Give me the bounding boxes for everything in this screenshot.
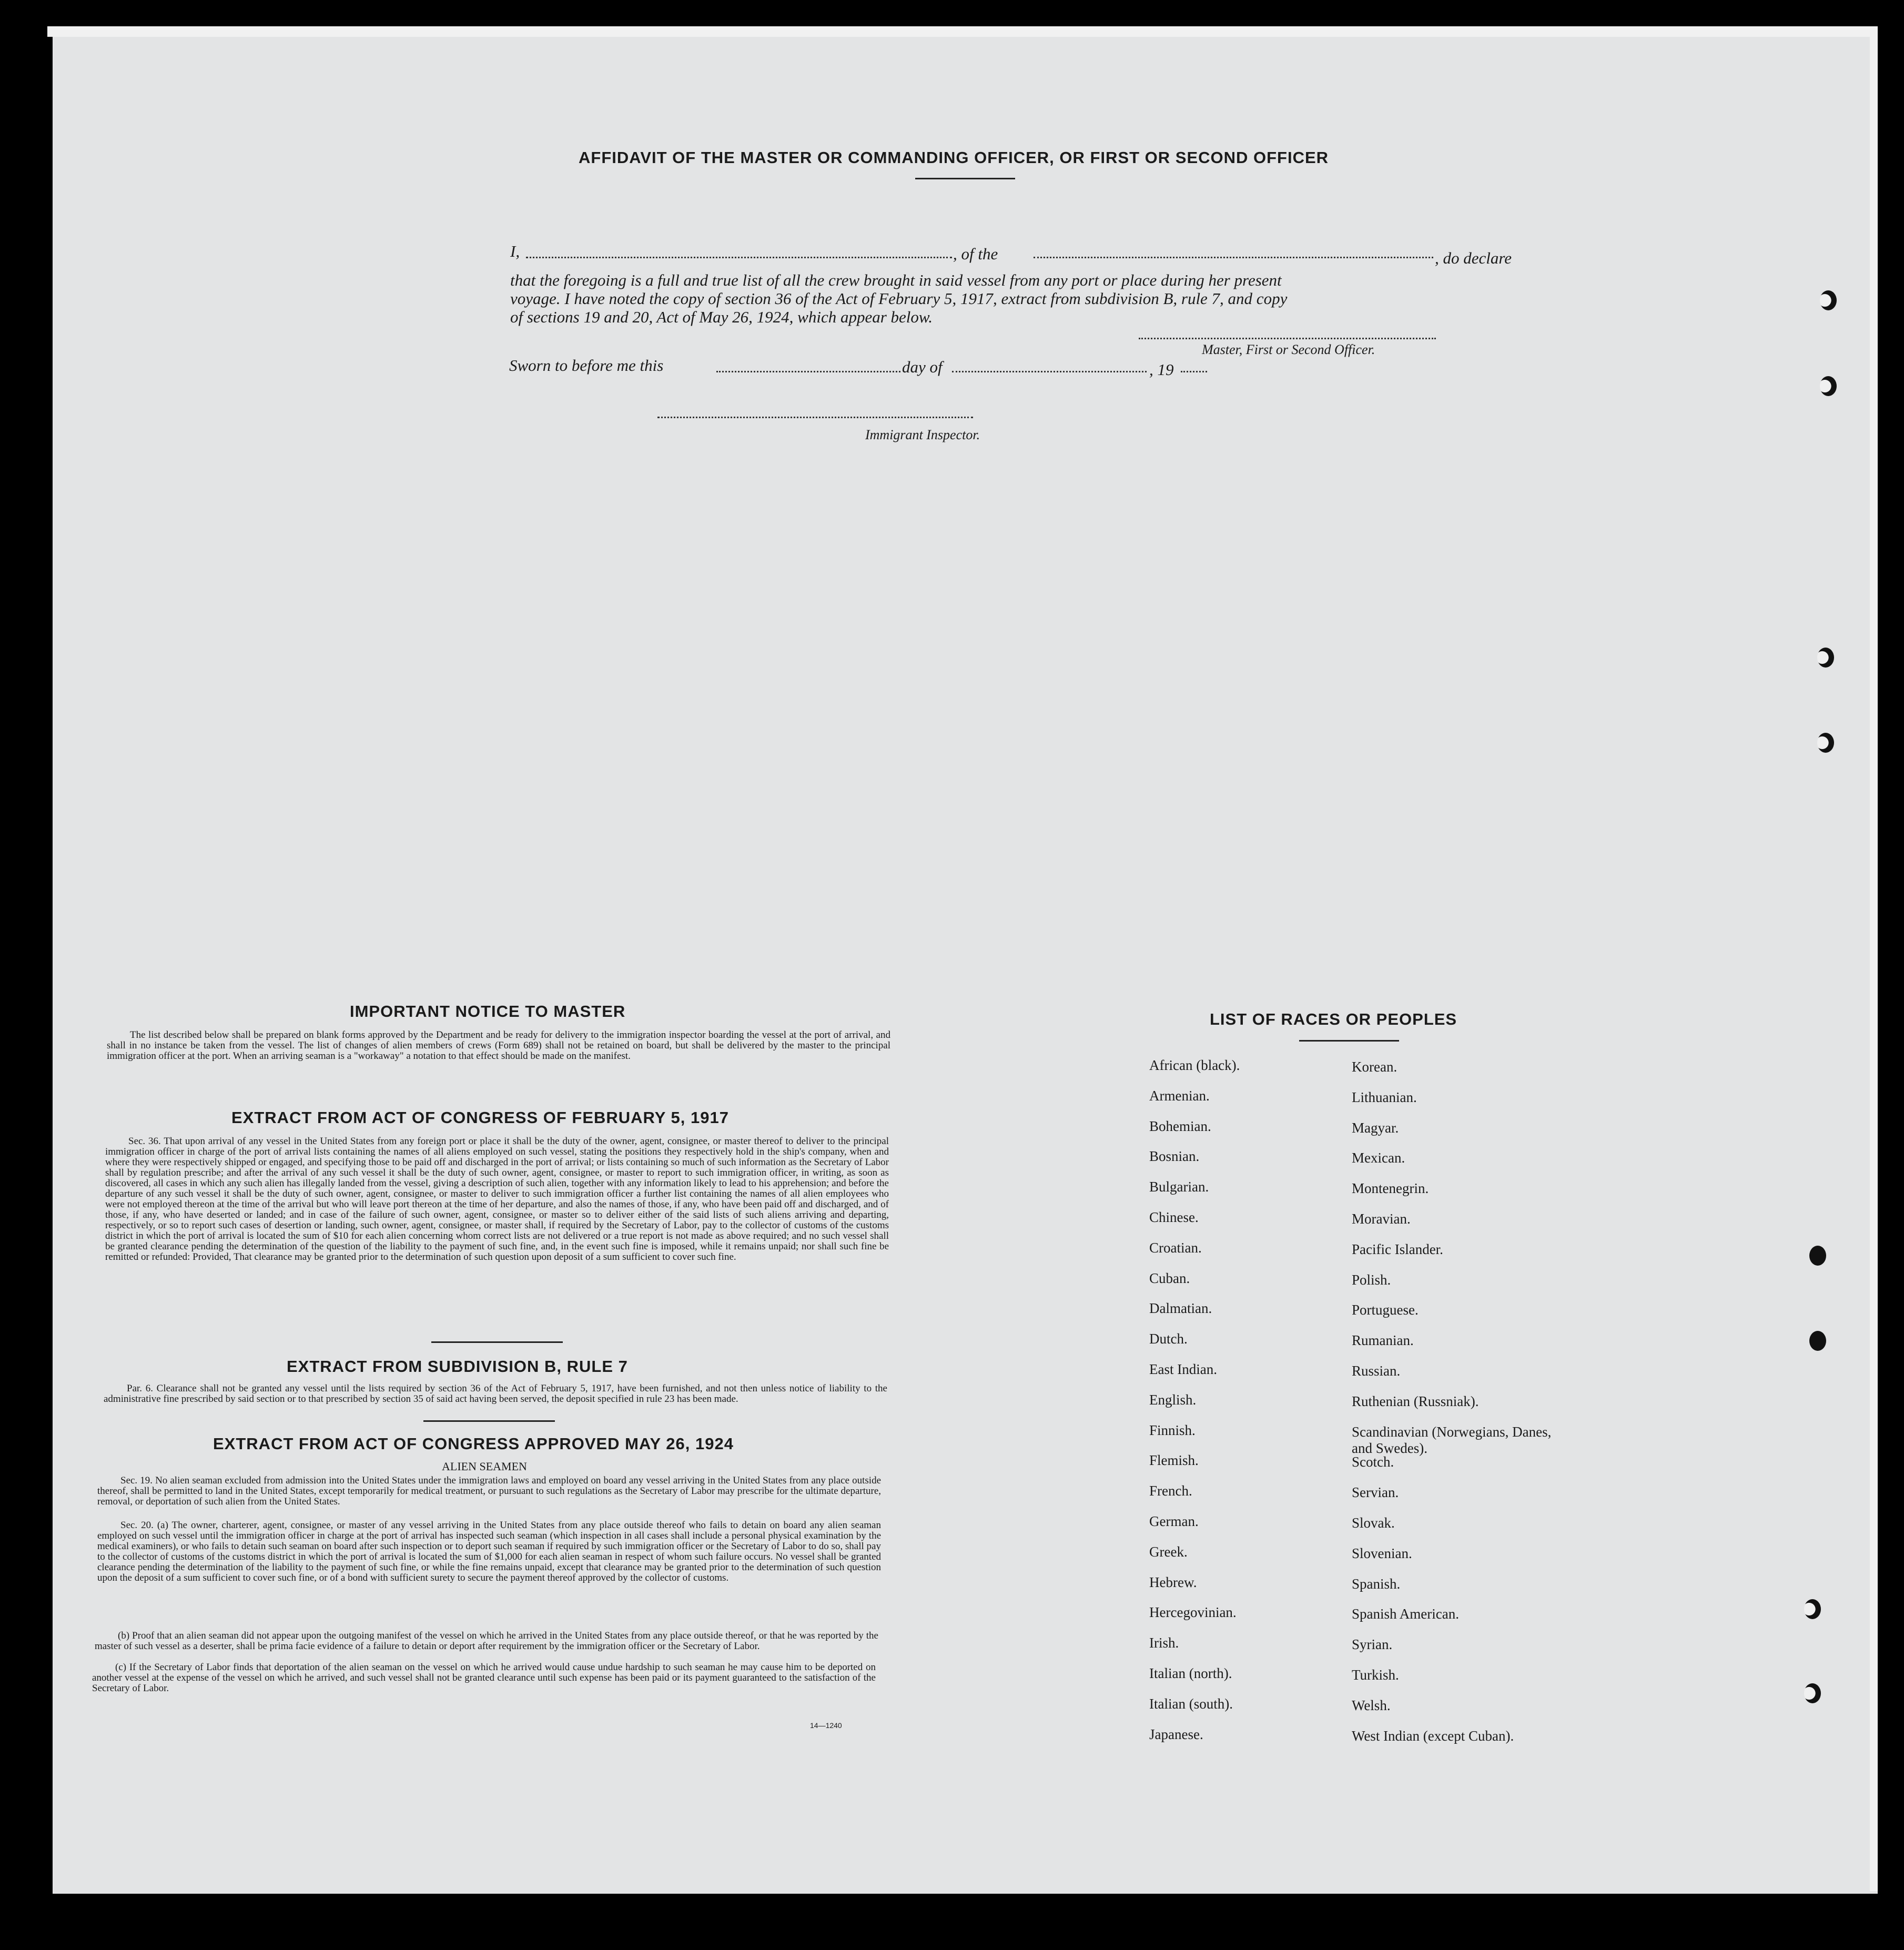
form-number: 14—1240 <box>810 1721 842 1730</box>
race-item: Korean. <box>1352 1059 1397 1075</box>
affidavit-line2: that the foregoing is a full and true list of all the crew brought in said vessel from any port or place during her present <box>510 271 1282 289</box>
sworn-month-field[interactable] <box>952 371 1147 372</box>
act1924-subtitle: ALIEN SEAMEN <box>442 1460 527 1473</box>
race-item: Montenegrin. <box>1352 1180 1429 1197</box>
race-item: Hebrew. <box>1149 1574 1197 1590</box>
title-underline <box>915 178 1015 179</box>
races-right-column <box>1352 1059 1573 1758</box>
races-underline <box>1299 1040 1399 1042</box>
affidavit-title: AFFIDAVIT OF THE MASTER OR COMMANDING OFFICER, OR FIRST OR SECOND OFFICER <box>579 148 1329 167</box>
notice-text: The list described below shall be prepared on blank forms approved by the Department and be ready for delivery to the immigration inspector boarding the vessel at the port of arrival, and shall in no instance be taken from the vessel. The list of changes of alien members of crews (Form 689) shall not be retained on board, but shall be delivered by the master to the principal immigration officer at the port. When an arriving seaman is a "workaway" a notation to that effect should be made on the manifest. <box>107 1029 890 1062</box>
race-item: Cuban. <box>1149 1270 1190 1286</box>
inspector-label: Immigrant Inspector. <box>865 427 980 442</box>
binder-hole <box>1804 1683 1821 1703</box>
affidavit-i: I, <box>510 242 520 260</box>
race-item: Japanese. <box>1149 1726 1203 1742</box>
race-item: Dalmatian. <box>1149 1300 1212 1317</box>
race-item: East Indian. <box>1149 1361 1217 1377</box>
signature-field[interactable] <box>1139 338 1436 339</box>
race-item: Servian. <box>1352 1484 1399 1501</box>
races-title: LIST OF RACES OR PEOPLES <box>1210 1010 1457 1028</box>
race-item: Greek. <box>1149 1543 1188 1560</box>
rule7-text: Par. 6. Clearance shall not be granted any vessel until the lists required by section 36 of the Act of February 5, 1917, have been furnished, and not then unless notice of liability to the administrative fine prescribed by said section or to that prescribed by section 35 of said act having been served, the deposit specified in rule 23 has been made. <box>104 1383 887 1405</box>
sec20b-text: (b) Proof that an alien seaman did not appear upon the outgoing manifest of the vessel on which he arrived in the United States from any place outside thereof, or that he was reported by the master of such vessel as a deserter, shall be prima facie evidence of a failure to detain or deport after requirement by the immigration officer or the Secretary of Labor. <box>95 1630 878 1652</box>
race-item: West Indian (except Cuban). <box>1352 1727 1514 1744</box>
binder-hole <box>1804 1599 1821 1619</box>
race-item: Slovak. <box>1352 1514 1395 1531</box>
act1917-text: Sec. 36. That upon arrival of any vessel in the United States from any foreign port or place it shall be the duty of the owner, agent, consignee, or master thereof to deliver to the principal immigration officer in charge of the port of arrival lists containing the names of all aliens employed on such vessel, stating the positions they respectively hold in the ship's company, when and where they were respectively shipped or engaged, and specifying those to be paid off and discharged in the port of arrival; or lists containing so much of such information as the Secretary of Labor shall by regulation prescribe; and after the arrival of any such vessel it shall be the duty of such owner, agent, consignee, or master to report to such immigration officer, in writing, as soon as discovered, all cases in which any such alien has illegally landed from the vessel, giving a description of such alien, together with any information likely to lead to his apprehension; and before the departure of any such vessel it shall be the duty of such owner, agent, consignee, or master to deliver to such immigration officer a further list containing the names of all alien employees who were not employed thereon at the time of the arrival but who will leave port thereon at the time of her departure, and also the names of those, if any, who have been paid off and discharged, and of those, if any, who have deserted or landed; and in case of the failure of such owner, agent, consignee, or master so to deliver either of the said lists of such aliens arriving and departing, respectively, or so to report such cases of desertion or landing, such owner, agent, consignee, or master shall, if required by the Secretary of Labor, pay to the collector of customs of the customs district in which the port of arrival is located the sum of $10 for each alien concerning whom correct lists are not delivered or a true report is not made as above required; and no such vessel shall be granted clearance pending the determination of the question of the liability to the payment of such fine, and, in the event such fine is imposed, while it remains unpaid; nor shall such fine be remitted or refunded: Provided, That clearance may be granted prior to the determination of such question upon deposit of a sum sufficient to cover such fine. <box>105 1136 889 1262</box>
sec20a-text: Sec. 20. (a) The owner, charterer, agent, consignee, or master of any vessel arriving in the United States from any place outside thereof who fails to detain on board any alien seaman employed on such vessel until the immigration officer in charge at the port of arrival has inspected such seaman (which inspection in all cases shall include a personal physical examination by the medical examiners), or who fails to detain such seaman on board after such inspection or to deport such seaman if required by such immigration officer or the Secretary of Labor to do so, shall pay to the collector of customs of the customs district in which the port of arrival is located the sum of $1,000 for each alien seaman in respect of whom such failure occurs. No vessel shall be granted clearance pending the determination of the liability to the payment of such fine, or while the fine remains unpaid, except that clearance may be granted prior to the determination of such question upon the deposit of a sum sufficient to cover such fine, or of a bond with sufficient surety to secure the payment thereof approved by the collector of customs. <box>97 1520 881 1583</box>
act1917-title: EXTRACT FROM ACT OF CONGRESS OF FEBRUARY 5, 1917 <box>231 1108 729 1127</box>
sworn-day-field[interactable] <box>716 371 900 372</box>
race-item: Lithuanian. <box>1352 1089 1417 1105</box>
race-item: Magyar. <box>1352 1119 1399 1136</box>
race-item: Croatian. <box>1149 1239 1202 1256</box>
race-item: Italian (north). <box>1149 1665 1232 1681</box>
race-item: Scandinavian (Norwegians, Danes, and Swedes). <box>1352 1423 1552 1456</box>
race-item: German. <box>1149 1513 1199 1529</box>
race-item: Spanish American. <box>1352 1606 1459 1622</box>
race-item: French. <box>1149 1483 1192 1499</box>
sworn-year-field[interactable] <box>1181 371 1207 372</box>
signature-label: Master, First or Second Officer. <box>1202 342 1375 357</box>
affidavit-declare: , do declare <box>1435 249 1512 267</box>
race-item: Russian. <box>1352 1362 1401 1379</box>
races-left-column <box>1149 1057 1339 1756</box>
binder-hole <box>1817 648 1834 668</box>
page-edge-right <box>1870 29 1878 1891</box>
race-item: Syrian. <box>1352 1636 1393 1653</box>
race-item: English. <box>1149 1391 1197 1408</box>
inspector-signature-field[interactable] <box>657 417 973 418</box>
race-item: Chinese. <box>1149 1209 1199 1225</box>
affidavit-line4: of sections 19 and 20, Act of May 26, 1924, which appear below. <box>510 308 933 326</box>
race-item: African (black). <box>1149 1057 1240 1073</box>
notice-title: IMPORTANT NOTICE TO MASTER <box>350 1002 626 1021</box>
race-item: Armenian. <box>1149 1087 1210 1104</box>
act1924-title: EXTRACT FROM ACT OF CONGRESS APPROVED MAY 26, 1924 <box>213 1434 734 1453</box>
sworn-text: Sworn to before me this <box>509 356 664 375</box>
race-item: Bosnian. <box>1149 1148 1200 1165</box>
race-item: Irish. <box>1149 1635 1179 1651</box>
race-item: Bohemian. <box>1149 1118 1211 1134</box>
race-item: Spanish. <box>1352 1575 1401 1592</box>
race-item: Scotch. <box>1352 1454 1394 1470</box>
race-item: Turkish. <box>1352 1666 1399 1683</box>
section-divider-2 <box>423 1420 555 1422</box>
race-item: Moravian. <box>1352 1210 1411 1227</box>
rule7-title: EXTRACT FROM SUBDIVISION B, RULE 7 <box>287 1357 628 1376</box>
race-item: Slovenian. <box>1352 1545 1412 1561</box>
race-item: Flemish. <box>1149 1452 1199 1469</box>
affidavit-line3: voyage. I have noted the copy of section 36 of the Act of February 5, 1917, extract from subdivision B, rule 7, and copy <box>510 289 1288 308</box>
race-item: Mexican. <box>1352 1150 1405 1166</box>
race-item: Bulgarian. <box>1149 1179 1209 1195</box>
race-item: Portuguese. <box>1352 1302 1419 1318</box>
binder-hole <box>1820 376 1837 396</box>
affidavit-of-the: , of the <box>953 245 998 263</box>
race-item: Dutch. <box>1149 1331 1188 1347</box>
race-item: Hercegovinian. <box>1149 1604 1237 1621</box>
binder-hole <box>1809 1246 1826 1266</box>
sec20c-text: (c) If the Secretary of Labor finds that deportation of the alien seaman on the vessel on which he arrived would cause undue hardship to such seaman he may cause him to be deported on another vessel at the expense of the vessel on which he arrived, and such vessel shall not be granted clearance until such expense has been paid or its payment guaranteed to the satisfaction of the Secretary of Labor. <box>92 1662 876 1694</box>
section-divider-1 <box>431 1341 563 1343</box>
master-name-field[interactable] <box>526 257 952 258</box>
vessel-name-field[interactable] <box>1034 257 1433 258</box>
page-edge-top <box>47 26 1878 37</box>
binder-hole <box>1817 733 1834 753</box>
race-item: Polish. <box>1352 1271 1391 1288</box>
race-item: Rumanian. <box>1352 1332 1414 1349</box>
race-item: Italian (south). <box>1149 1695 1233 1712</box>
sec19-text: Sec. 19. No alien seaman excluded from admission into the United States under the immigration laws and employed on board any vessel arriving in the United States from any place outside thereof, shall be permitted to land in the United States, except temporarily for medical treatment, or pursuant to such regulations as the Secretary of Labor may prescribe for the ultimate departure, removal, or deportation of such alien from the United States. <box>97 1475 881 1507</box>
race-item: Finnish. <box>1149 1422 1196 1438</box>
year-text: , 19 <box>1149 360 1174 379</box>
race-item: Welsh. <box>1352 1697 1391 1713</box>
race-item: Ruthenian (Russniak). <box>1352 1393 1479 1409</box>
day-of-text: day of <box>902 358 943 376</box>
binder-hole <box>1820 290 1837 310</box>
binder-hole <box>1809 1331 1826 1351</box>
race-item: Pacific Islander. <box>1352 1241 1443 1257</box>
document-page <box>53 32 1878 1894</box>
